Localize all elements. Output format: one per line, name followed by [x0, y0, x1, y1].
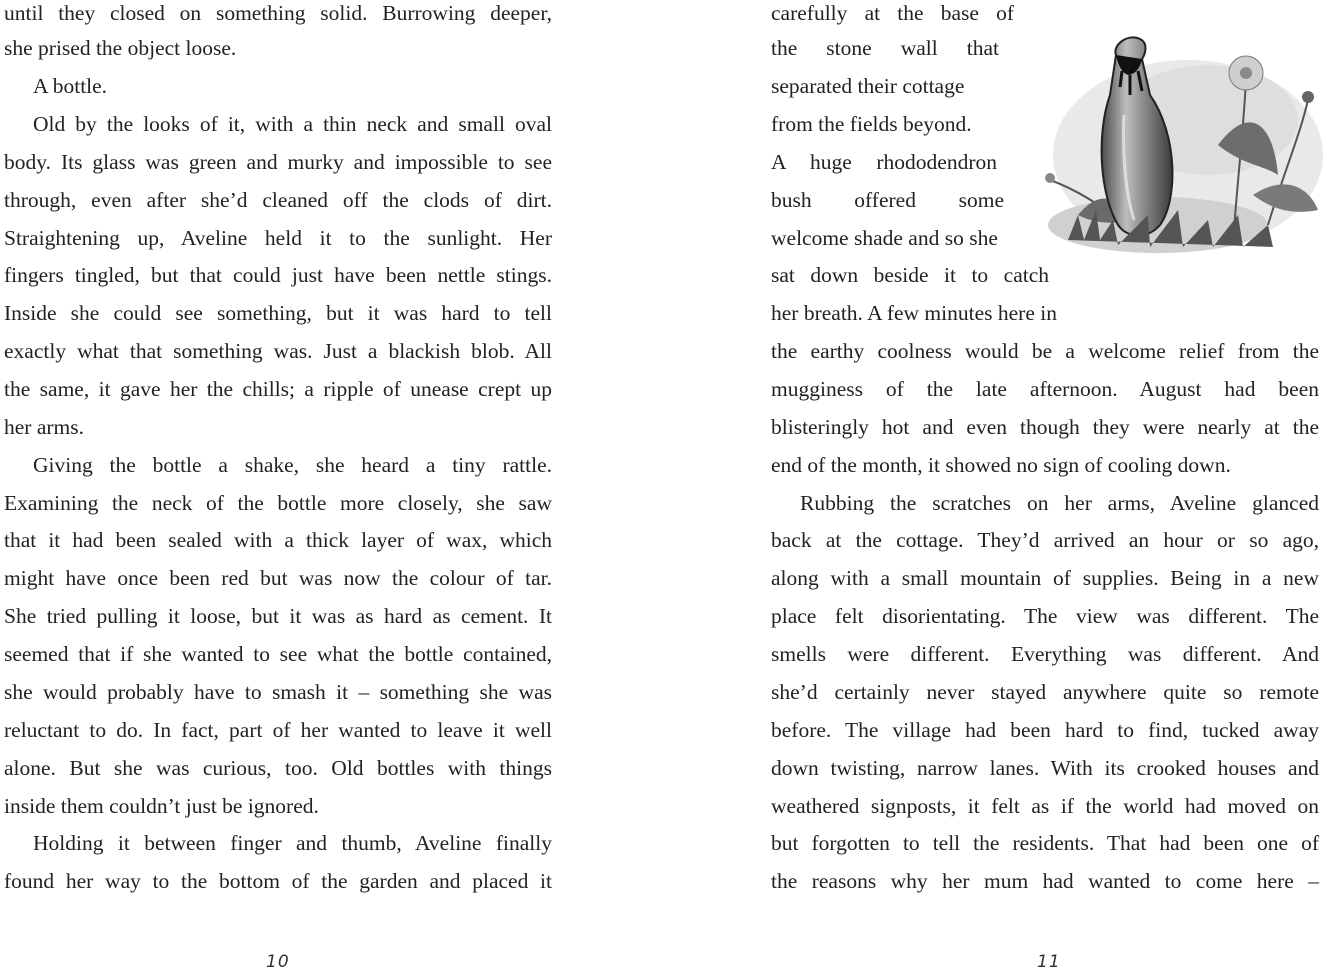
text-line: her arms.	[4, 415, 84, 439]
text-line: mugginess of the late afternoon. August had been	[771, 377, 1319, 401]
text-line: from the fields beyond.	[771, 112, 972, 136]
text-line: that it had been sealed with a thick layer of wax, which	[4, 528, 552, 552]
text-line: back at the cottage. They’d arrived an hour or so ago,	[771, 528, 1319, 552]
text-line: sat down beside it to catch	[771, 263, 1049, 287]
text-line: seemed that if she wanted to see what the bottle contained,	[4, 642, 552, 666]
text-line: until they closed on something solid. Burrowing deeper,	[4, 1, 552, 25]
text-line: She tried pulling it loose, but it was as hard as cement. It	[4, 604, 552, 628]
text-line: the same, it gave her the chills; a ripple of unease crept up	[4, 377, 552, 401]
text-line: Straightening up, Aveline held it to the sunlight. Her	[4, 226, 552, 250]
page-number-left: 10	[266, 952, 290, 972]
dandelion-flower-icon	[1229, 56, 1263, 90]
text-line: carefully at the base of	[771, 1, 1014, 25]
text-line: end of the month, it showed no sign of cooling down.	[771, 453, 1231, 477]
text-line: A huge rhododendron	[771, 150, 997, 174]
text-line: before. The village had been hard to find, tucked away	[771, 718, 1319, 742]
text-line: found her way to the bottom of the garden and placed it	[4, 869, 552, 893]
text-line: the stone wall that	[771, 36, 999, 60]
text-line: the earthy coolness would be a welcome relief from the	[771, 339, 1319, 363]
text-line: she’d certainly never stayed anywhere quite so remote	[771, 680, 1319, 704]
text-line: welcome shade and so she	[771, 226, 998, 250]
text-line: smells were different. Everything was different. And	[771, 642, 1319, 666]
text-line: fingers tingled, but that could just have been nettle stings.	[4, 263, 552, 287]
text-line: Rubbing the scratches on her arms, Aveline glanced	[800, 491, 1319, 515]
text-line: Old by the looks of it, with a thin neck and small oval	[33, 112, 552, 136]
text-line: her breath. A few minutes here in	[771, 301, 1057, 325]
text-line: she would probably have to smash it – something she was	[4, 680, 552, 704]
text-line: down twisting, narrow lanes. With its crooked houses and	[771, 756, 1319, 780]
text-line: Examining the neck of the bottle more closely, she saw	[4, 491, 552, 515]
text-line: along with a small mountain of supplies. Being in a new	[771, 566, 1319, 590]
text-line: she prised the object loose.	[4, 36, 237, 60]
text-line: Inside she could see something, but it was hard to tell	[4, 301, 552, 325]
text-line: but forgotten to tell the residents. That had been one of	[771, 831, 1319, 855]
text-line: blisteringly hot and even though they were nearly at the	[771, 415, 1319, 439]
text-line: A bottle.	[33, 74, 108, 98]
text-line: inside them couldn’t just be ignored.	[4, 794, 319, 818]
text-line: weathered signposts, it felt as if the world had moved on	[771, 794, 1319, 818]
text-line: exactly what that something was. Just a blackish blob. All	[4, 339, 552, 363]
text-line: might have once been red but was now the colour of tar.	[4, 566, 552, 590]
text-line: separated their cottage	[771, 74, 965, 98]
text-line: Holding it between finger and thumb, Aveline finally	[33, 831, 552, 855]
text-line: body. Its glass was green and murky and impossible to see	[4, 150, 552, 174]
text-line: bush offered some	[771, 188, 1004, 212]
page-number-right: 11	[1037, 952, 1061, 972]
bottle-illustration	[1038, 25, 1326, 260]
text-line: the reasons why her mum had wanted to come here –	[771, 869, 1319, 893]
text-line: through, even after she’d cleaned off the clods of dirt.	[4, 188, 552, 212]
text-line: alone. But she was curious, too. Old bottles with things	[4, 756, 552, 780]
text-line: place felt disorientating. The view was different. The	[771, 604, 1319, 628]
text-line: Giving the bottle a shake, she heard a tiny rattle.	[33, 453, 552, 477]
text-line: reluctant to do. In fact, part of her wanted to leave it well	[4, 718, 552, 742]
